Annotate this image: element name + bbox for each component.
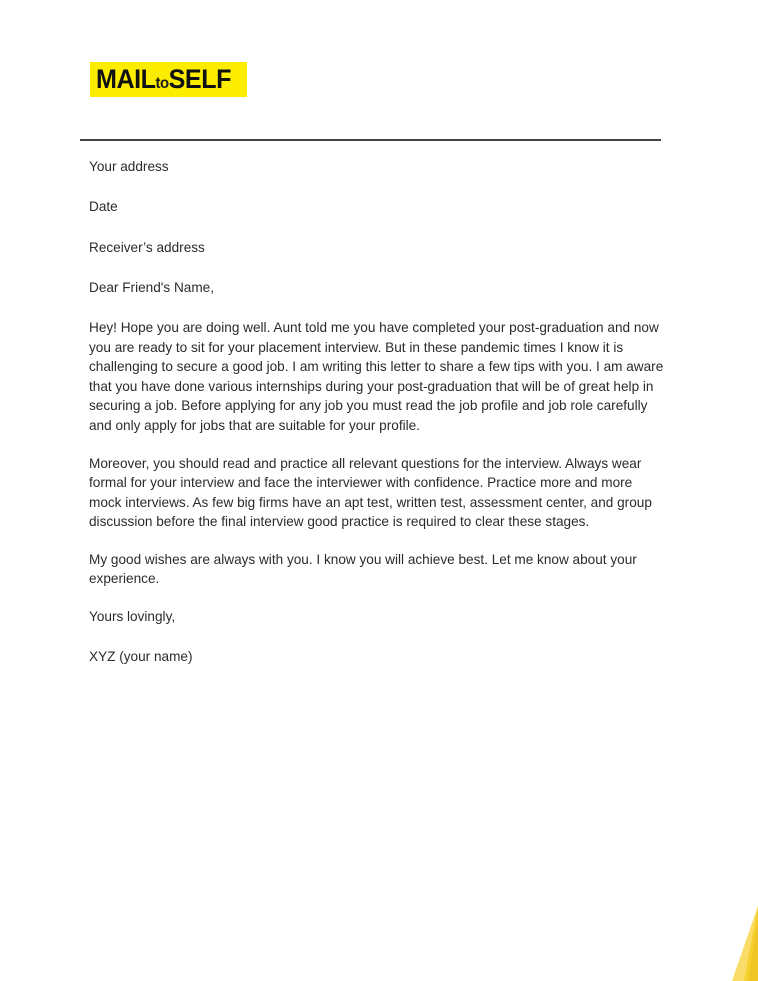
yellow-wedge-icon: [688, 886, 758, 981]
brand-logo: [90, 62, 247, 97]
letter-closing: Yours lovingly,: [89, 608, 176, 624]
letter-salutation: Dear Friend's Name,: [89, 279, 214, 295]
letter-line-your-address: Your address: [89, 159, 169, 174]
logo-text-group: [96, 65, 231, 93]
letter-body: [89, 157, 667, 688]
logo-word-self: SELF: [168, 64, 231, 94]
header-divider: [80, 139, 661, 141]
letter-line-date: Date: [89, 199, 118, 215]
logo-highlight-band: [90, 62, 247, 97]
corner-decoration: [688, 886, 758, 981]
letter-paragraph-2: Moreover, you should read and practice all relevant questions for the interview. Always wear formal for your interview and face the interviewer with confidence. Practice more and more mock interviews. As few big firms have an apt test, written test, assessment center, and group discussion before the final interview good practice is required to clear these stages.: [89, 455, 652, 530]
letter-signature: XYZ (your name): [89, 649, 193, 665]
letter-paragraph-3: My good wishes are always with you. I know you will achieve best. Let me know about your experience.: [89, 551, 637, 587]
letter-line-receiver-address: Receiver’s address: [89, 239, 205, 255]
logo-word-mail: MAIL: [96, 64, 156, 94]
logo-word-to: to: [155, 75, 169, 92]
letter-paragraph-1: Hey! Hope you are doing well. Aunt told me you have completed your post-graduation and now you are ready to sit for your placement interview. But in these pandemic times I know it is challenging to secure a good job. I am writing this letter to share a few tips with you. I am aware that you have done various internships during your post-graduation that will be of great help in securing a job. Before applying for any job you must read the job profile and job role carefully and only apply for jobs that are suitable for your profile.: [89, 320, 664, 433]
